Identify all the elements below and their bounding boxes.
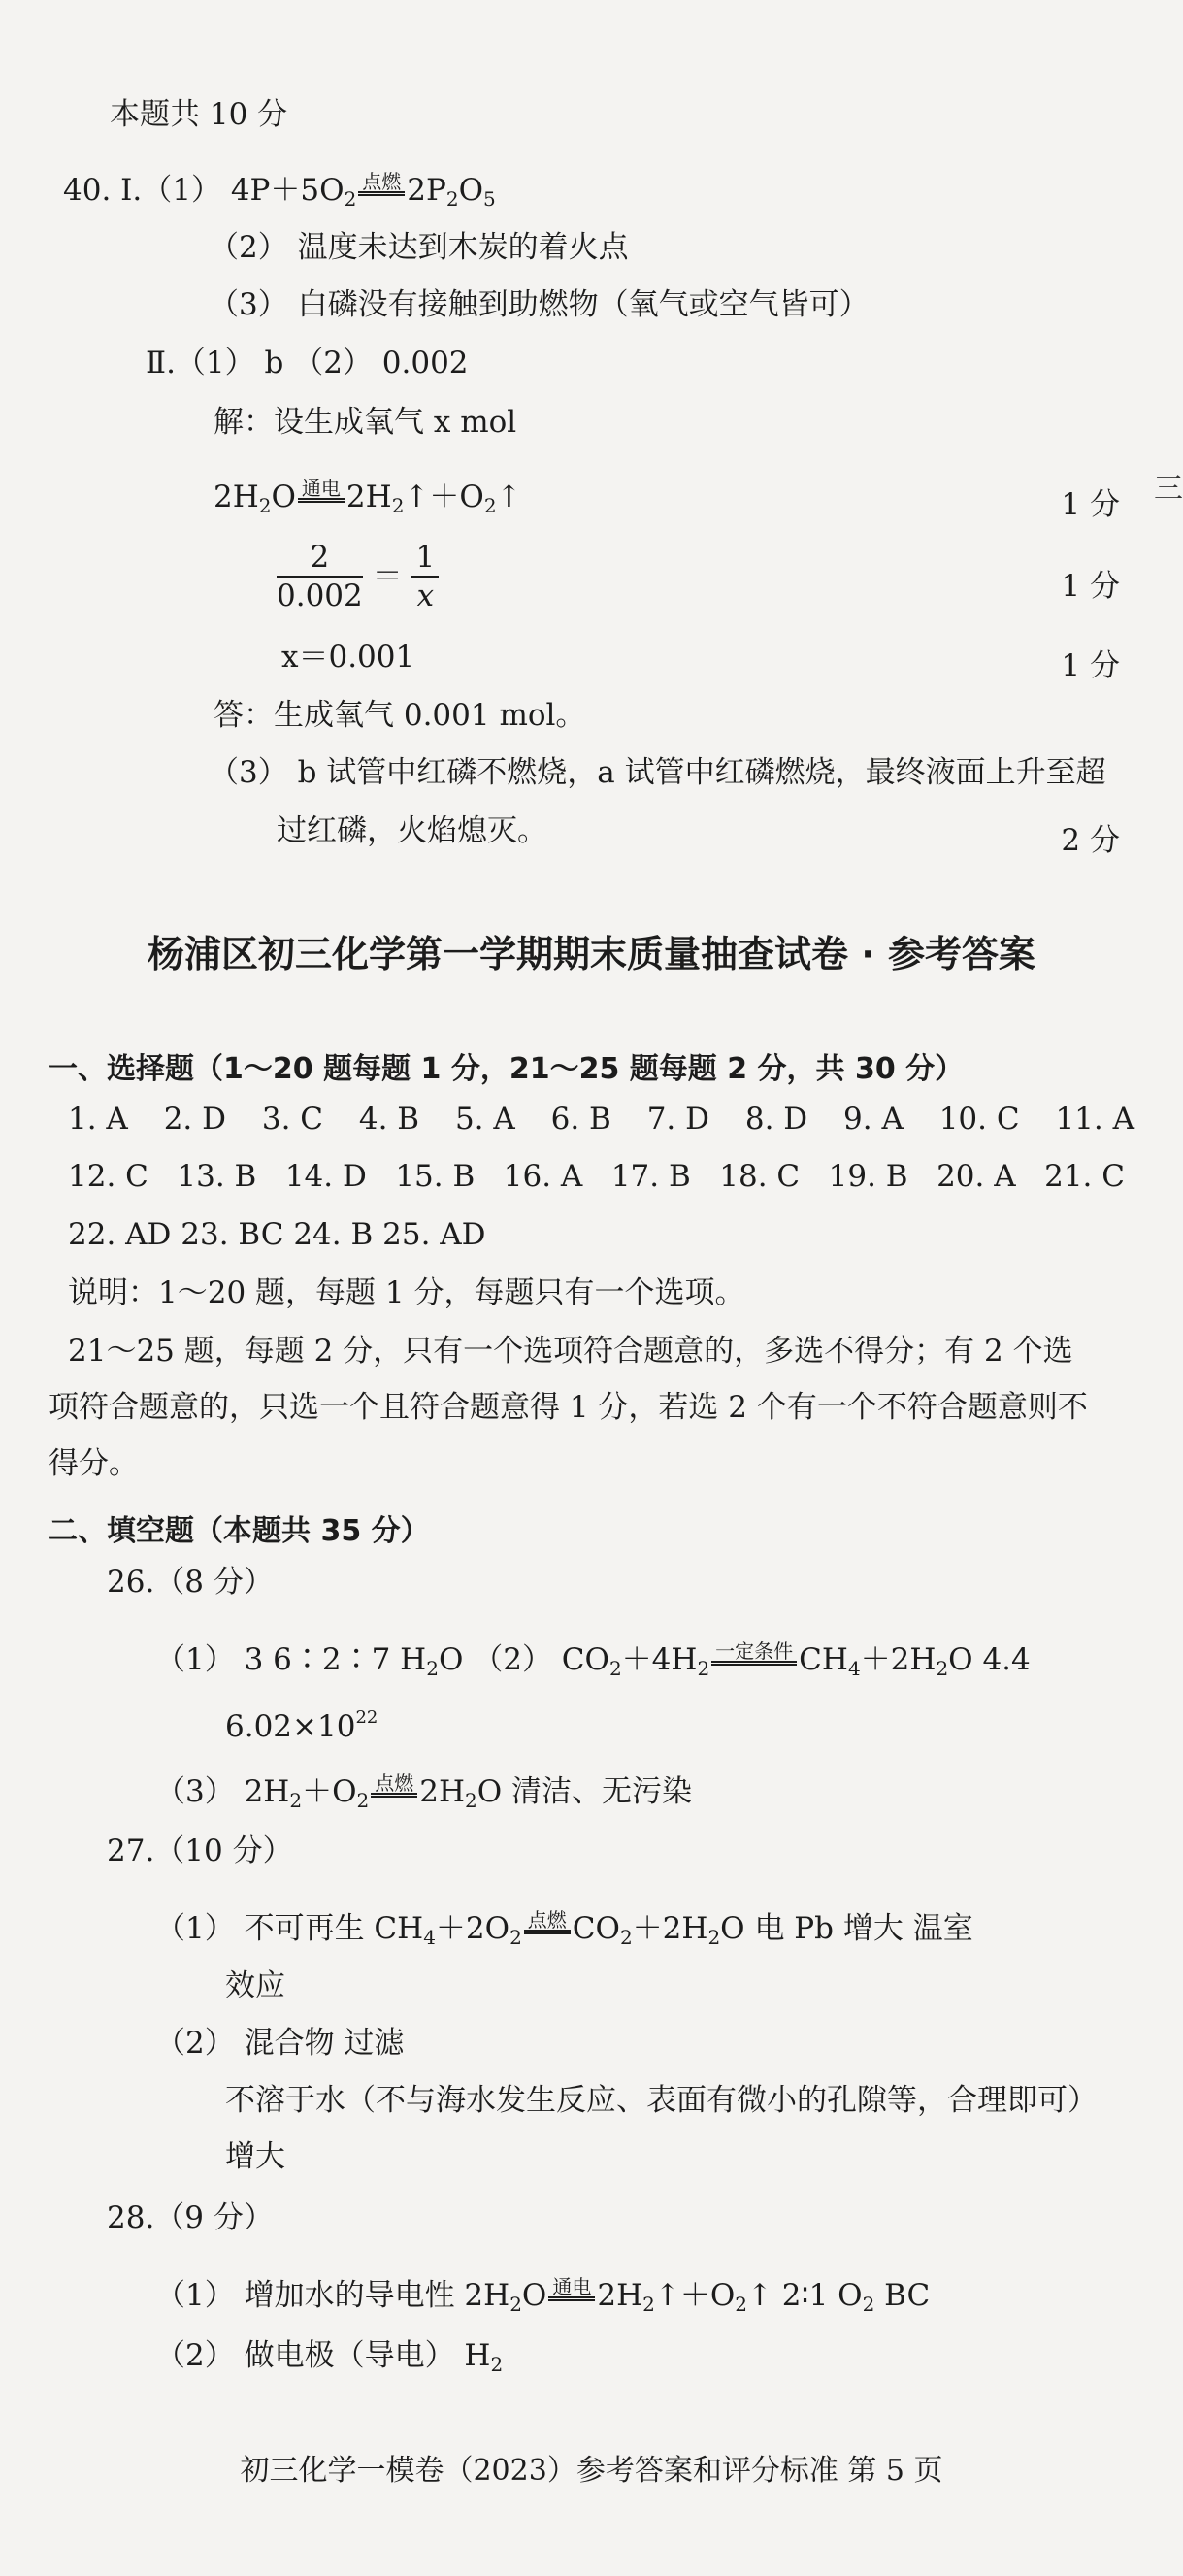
q27-line1-cont: 效应 — [225, 1968, 285, 2003]
reaction-arrow: 点燃 — [371, 1773, 417, 1798]
q26-header: 26.（8 分） — [107, 1565, 274, 1600]
q40-answer: 答：生成氧气 0.001 mol。 — [214, 698, 586, 733]
page-footer: 初三化学一模卷（2023）参考答案和评分标准 第 5 页 — [240, 2454, 943, 2488]
q28-line1: （1） 增加水的导电性 $2H_2O$ 通电 $2H_2↑+O_2↑$ 2∶1 $O_2$ BC — [155, 2275, 931, 2316]
q28-line2: （2） 做电极（导电） $H_2$ — [155, 2338, 504, 2376]
reaction-arrow: 一定条件 — [711, 1641, 797, 1666]
q40-part1-3: （3） 白磷没有接触到助燃物（氧气或空气皆可） — [209, 287, 870, 322]
q40-equation: $2H_2O$ 通电 $2H_2↑+O_2↑$ — [214, 477, 522, 517]
q40-proportion: $\frac{2}{0.002}$ ＝ $\frac{1}{x}$ — [277, 539, 1183, 614]
edge-mark: 三 — [1154, 472, 1183, 506]
q40-solve: 解：设生成氧气 x mol — [214, 405, 517, 440]
q27-line1: （1） 不可再生 $CH_4+2O_2$点燃 $CO_2+2H_2O$ 电 Pb 增大 温室 — [155, 1908, 973, 1949]
q40-part1-1: 40. Ⅰ.（1） $4P+5O_2$点燃 $2P_2O_5$ — [63, 170, 496, 211]
q27-line4: 增大 — [225, 2139, 285, 2174]
note-4: 得分。 — [49, 1446, 139, 1481]
fraction: $\frac{2}{0.002}$ — [277, 540, 363, 613]
score-3: 1 分 — [1061, 648, 1120, 683]
reaction-arrow: 点燃 — [358, 172, 405, 196]
q26-line1: （1） 3 6∶2∶7 $H_2O$ （2） $CO_2+4H_2$一定条件 $CH_4+2H_2O$ 4.4 — [155, 1639, 1031, 1680]
q40-part1-2: （2） 温度未达到木炭的着火点 — [209, 230, 629, 265]
fraction: $\frac{1}{x}$ — [411, 539, 439, 614]
reaction-arrow: 通电 — [298, 479, 345, 503]
reaction-arrow: 通电 — [548, 2277, 595, 2301]
q40-part3-line2: 过红磷，火焰熄灭。 — [277, 813, 547, 848]
q26-line3: （3） $2H_2+O_2$点燃 $2H_2O$ 清洁、无污染 — [155, 1771, 693, 1812]
q40-header: 本题共 10 分 — [110, 97, 288, 132]
section-1-title: 一、选择题（1～20 题每题 1 分，21～25 题每题 2 分，共 30 分） — [49, 1052, 965, 1086]
q27-line2: （2） 混合物 过滤 — [155, 2026, 405, 2061]
answers-row-3: 22. AD 23. BC 24. B 25. AD — [68, 1217, 486, 1252]
q26-line2: $6.02\times 10^{22}$ — [225, 1707, 378, 1744]
section-2-title: 二、填空题（本题共 35 分） — [49, 1514, 430, 1548]
q40-part2-1: Ⅱ.（1） b （2） 0.002 — [146, 346, 469, 380]
q28-header: 28.（9 分） — [107, 2200, 274, 2235]
score-2: 1 分 — [1061, 569, 1120, 604]
q40-x-value: x＝0.001 — [281, 640, 415, 675]
score-4: 2 分 — [1061, 823, 1120, 858]
q27-line3: 不溶于水（不与海水发生反应、表面有微小的孔隙等，合理即可） — [225, 2083, 1098, 2118]
note-2: 21～25 题，每题 2 分，只有一个选项符合题意的，多选不得分；有 2 个选 — [68, 1334, 1073, 1369]
q27-header: 27.（10 分） — [107, 1833, 293, 1868]
note-1: 说明：1～20 题，每题 1 分，每题只有一个选项。 — [68, 1275, 745, 1310]
score-1: 1 分 — [1061, 487, 1120, 522]
answers-row-2: 12. C 13. B 14. D 15. B 16. A 17. B 18. C 19. B 20. A 21. C — [68, 1159, 1125, 1194]
answers-row-1: 1. A 2. D 3. C 4. B 5. A 6. B 7. D 8. D 9. A 10. C 11. A — [68, 1102, 1134, 1137]
reaction-arrow: 点燃 — [524, 1910, 571, 1934]
q40-part3-line1: （3） b 试管中红磷不燃烧，a 试管中红磷燃烧，最终液面上升至超 — [209, 755, 1106, 790]
page-title: 杨浦区初三化学第一学期期末质量抽查试卷 · 参考答案 — [148, 933, 1035, 975]
note-3: 项符合题意的，只选一个且符合题意得 1 分，若选 2 个有一个不符合题意则不 — [49, 1390, 1088, 1425]
